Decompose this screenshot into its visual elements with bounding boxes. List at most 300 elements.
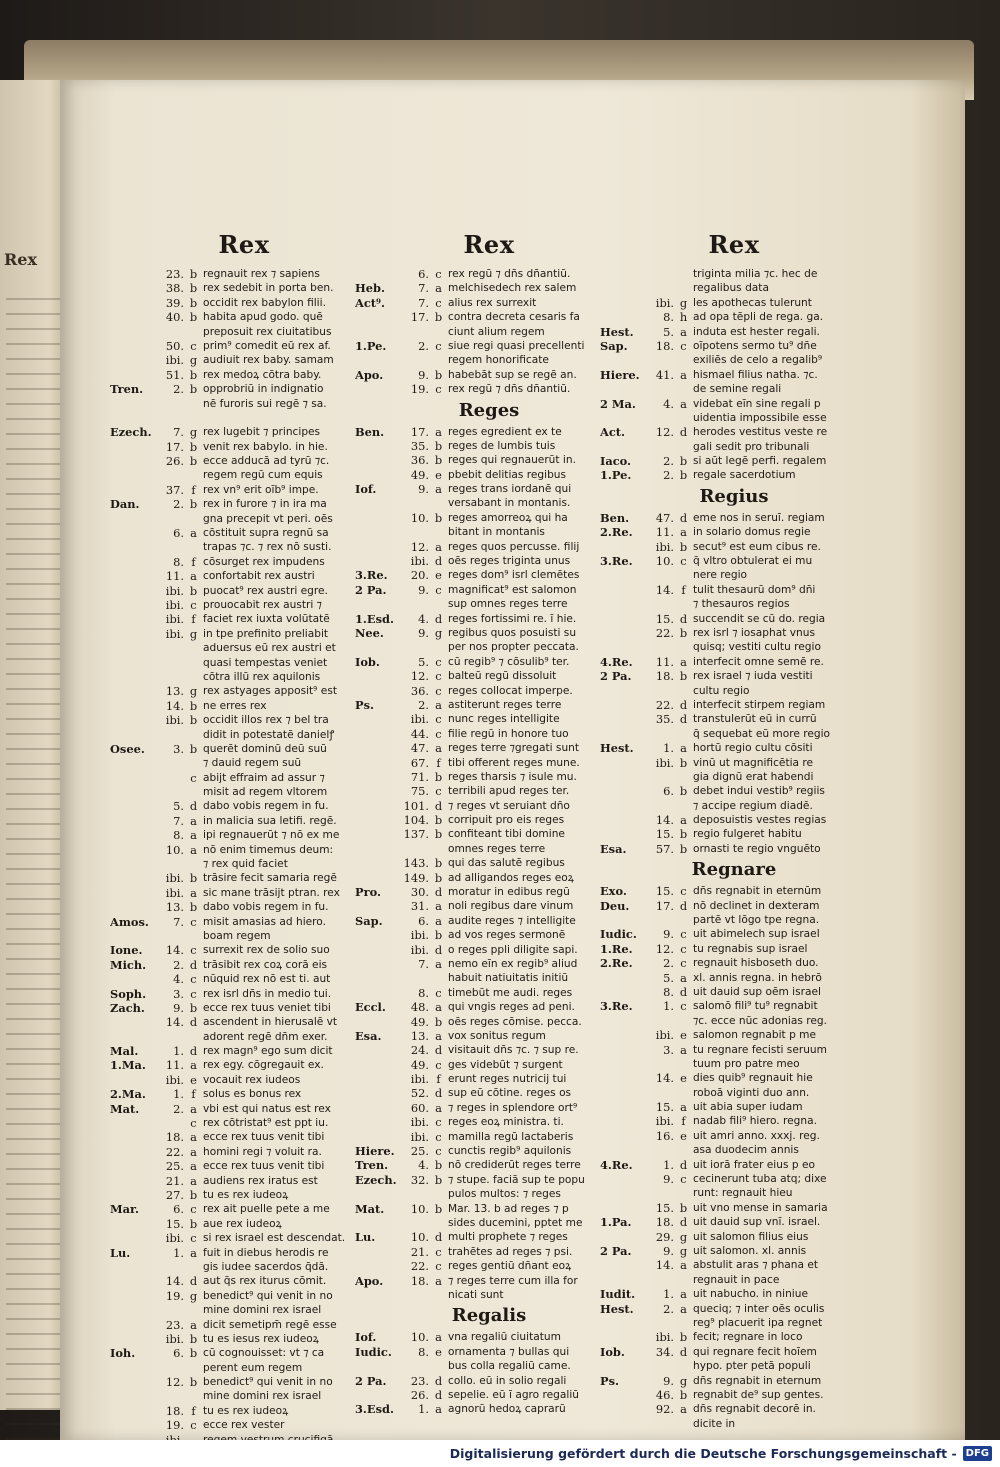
entry-text: nō enim timemus deum: (203, 843, 334, 856)
book-reference (600, 1230, 646, 1244)
entry-text: regalibus data (693, 282, 769, 295)
index-column-3 (600, 230, 868, 1431)
entry-text: queciq; ⁊ inter oēs oculis (693, 1302, 825, 1315)
entry-text: venit rex babylo. in hie. (203, 440, 328, 453)
section-letter: b (679, 784, 688, 799)
chapter-number: 2. (173, 497, 184, 512)
entry-text: alius rex surrexit (448, 296, 537, 309)
chapter-number: 3. (663, 1042, 674, 1057)
book-reference (355, 770, 401, 784)
index-entry (110, 353, 378, 367)
entry-text: si aūt legē perfi. regalem (693, 455, 827, 468)
entry-text: ad opa tēpli de rega. ga. (693, 311, 824, 324)
chapter-number: 12. (655, 941, 674, 956)
index-entry (600, 1172, 868, 1186)
section-letter: d (434, 885, 443, 900)
entry-text: prim⁹ comedit eū rex af. (203, 339, 331, 352)
section-letter: a (435, 899, 442, 914)
section-letter: b (679, 468, 688, 483)
section-letter: b (679, 669, 688, 684)
book-reference (600, 1129, 646, 1143)
index-entry (600, 640, 868, 654)
book-reference: Ezech. (110, 425, 152, 440)
entry-text: habita apud godo. quē (203, 311, 323, 324)
entry-text: dn̄s regnabit in eternūm (693, 885, 822, 898)
index-entry (355, 296, 623, 310)
book-reference (600, 784, 646, 798)
book-reference (110, 900, 156, 914)
index-entry (355, 382, 623, 396)
book-reference (110, 771, 156, 785)
chapter-number: 10. (165, 842, 184, 857)
chapter-number: ibi. (165, 1331, 184, 1346)
entry-text: agnorū hedoꝝ caprarū (448, 1403, 566, 1416)
section-letter (187, 656, 200, 670)
chapter-number: 27. (165, 1188, 184, 1202)
section-letter (677, 684, 690, 698)
book-reference (600, 281, 646, 295)
index-entry (355, 1101, 623, 1115)
book-reference (110, 1015, 156, 1029)
entry-text: omnes reges terre (448, 842, 546, 855)
index-entry (600, 1215, 868, 1229)
book-reference: 2.Re. (600, 525, 633, 540)
section-letter: f (191, 612, 196, 627)
entry-text: xl. annis regna. in hebrō (693, 971, 822, 984)
entry-text: oēs reges triginta unus (448, 555, 571, 568)
section-letter: h (679, 310, 688, 325)
index-entry (600, 525, 868, 539)
section-letter: a (435, 697, 442, 712)
entry-text: in malicia sua letifi. regē. (203, 814, 337, 827)
book-reference (600, 1143, 646, 1157)
book-reference (600, 913, 646, 927)
section-letter: b (189, 454, 198, 469)
index-entry (355, 1216, 623, 1230)
book-reference (600, 770, 646, 784)
chapter-number: 25. (410, 1144, 429, 1159)
section-heading: Regalis (451, 1305, 527, 1327)
section-letter: b (189, 1000, 198, 1015)
section-letter: d (679, 1157, 688, 1172)
entry-text: confiteant tibi domine (448, 828, 565, 841)
section-letter: b (679, 625, 688, 640)
chapter-number: ibi. (410, 712, 429, 727)
chapter-number: 8. (663, 984, 674, 999)
entry-text: reges de lumbis tuis (448, 439, 556, 452)
book-reference (110, 440, 156, 454)
index-entry (600, 669, 868, 683)
chapter-number: 1. (663, 741, 674, 756)
section-letter: e (680, 1028, 687, 1043)
entry-text: versabant in montanis. (448, 497, 571, 510)
index-entry (600, 310, 868, 324)
book-reference: Iof. (355, 482, 377, 497)
entry-text: benedict⁹ qui venit in no (203, 1289, 333, 1302)
section-letter (677, 440, 690, 454)
section-letter: d (434, 942, 443, 957)
book-reference (110, 1274, 156, 1288)
book-reference: Mat. (110, 1101, 140, 1116)
chapter-number (646, 1086, 677, 1100)
entry-text: dn̄s regnabit decorē in. (693, 1403, 816, 1416)
chapter-number: 7. (173, 425, 184, 440)
index-entry (110, 828, 378, 842)
index-entry (355, 1402, 623, 1416)
book-reference (355, 382, 401, 396)
book-reference: Hiere. (600, 367, 640, 382)
previous-page-header: Rex (4, 250, 38, 269)
entry-text: induta est hester regali. (693, 325, 820, 338)
chapter-number (156, 857, 187, 871)
book-reference: Sap. (600, 338, 628, 353)
index-entry (600, 1201, 868, 1215)
book-reference (110, 512, 156, 526)
section-letter: a (680, 1301, 687, 1316)
chapter-number (646, 1273, 677, 1287)
book-reference: 3.Re. (600, 999, 633, 1014)
section-letter: a (435, 539, 442, 554)
index-entry (355, 525, 623, 539)
chapter-number: 50. (165, 338, 184, 353)
section-letter (187, 1361, 200, 1375)
section-letter: b (189, 281, 198, 296)
entry-text: prouocabit rex austri ⁊ (203, 598, 322, 611)
book-reference (355, 267, 401, 281)
chapter-number: 44. (410, 726, 429, 741)
entry-text: rex ait puelle pete a me (203, 1203, 330, 1216)
section-letter: c (190, 1202, 197, 1217)
section-letter: b (679, 1200, 688, 1215)
index-entry (355, 799, 623, 813)
chapter-number (646, 770, 677, 784)
section-letter: a (680, 1042, 687, 1057)
entry-text: ad alligandos reges eoꝝ (448, 871, 574, 884)
section-letter: b (434, 367, 443, 382)
entry-text: reges dom⁹ isrl clemētes (448, 569, 580, 582)
book-reference (600, 411, 646, 425)
chapter-number (156, 512, 187, 526)
entry-text: regnauit rex ⁊ sapiens (203, 268, 320, 280)
book-reference (110, 1188, 156, 1202)
entry-text: qui regnare fecit hoīem (693, 1345, 817, 1358)
index-entry (600, 1057, 868, 1071)
book-reference: Iudic. (600, 927, 637, 942)
index-entry (110, 1404, 378, 1418)
book-reference: Iudit. (600, 1287, 636, 1302)
book-reference: Iudic. (355, 1344, 392, 1359)
book-reference (600, 1114, 646, 1128)
book-reference (600, 1402, 646, 1416)
section-letter: a (680, 525, 687, 540)
section-letter (187, 1030, 200, 1044)
book-reference (355, 899, 401, 913)
chapter-number: 7. (173, 813, 184, 828)
entry-text: rex vn⁹ erit oīb⁹ impe. (203, 483, 319, 496)
footer-bar (0, 1440, 1000, 1467)
entry-text: nē furoris sui regē ⁊ sa. (203, 397, 327, 410)
chapter-number: 92. (655, 1402, 674, 1417)
index-entry (355, 1202, 623, 1216)
chapter-number (156, 1030, 187, 1044)
book-reference (110, 1231, 156, 1245)
section-letter: d (679, 898, 688, 913)
index-entry (355, 339, 623, 353)
chapter-number: ibi. (165, 1072, 184, 1087)
section-letter: c (435, 382, 442, 397)
chapter-number: 71. (410, 769, 429, 784)
book-reference (355, 712, 401, 726)
book-reference (355, 957, 401, 971)
entry-text: interfecit stirpem regiam (693, 698, 826, 711)
section-letter: f (681, 582, 686, 597)
section-letter: b (189, 1216, 198, 1231)
book-reference (600, 698, 646, 712)
entry-text: audiuit rex baby. samam (203, 354, 334, 367)
chapter-number: 6. (418, 267, 429, 281)
entry-text: deposuistis vestes regias (693, 814, 827, 827)
section-letter: a (435, 913, 442, 928)
chapter-number (401, 1359, 432, 1373)
book-reference (110, 886, 156, 900)
chapter-number: 15. (655, 611, 674, 626)
book-reference: 3.Esd. (355, 1402, 394, 1417)
book-reference (355, 1187, 401, 1201)
chapter-number: 14. (655, 582, 674, 597)
index-entry (110, 1044, 378, 1058)
chapter-number: 13. (165, 900, 184, 915)
index-entry (355, 842, 623, 856)
index-entry (600, 281, 868, 295)
entry-text: cultu regio (693, 684, 750, 697)
section-letter: a (680, 970, 687, 985)
entry-text: partē vt lōgo tpe regna. (693, 914, 820, 927)
index-entry (110, 1303, 378, 1317)
index-entry (355, 1015, 623, 1029)
section-letter: b (189, 295, 198, 310)
chapter-number: 1. (173, 1044, 184, 1059)
chapter-number: 19. (410, 382, 429, 397)
section-letter: c (435, 669, 442, 684)
book-reference (110, 641, 156, 655)
book-reference (355, 871, 401, 885)
entry-text: nicati sunt (448, 1288, 504, 1301)
entry-text: salomō fili⁹ tu⁹ regnabit (693, 1000, 818, 1013)
entry-text: in tpe prefinito preliabit (203, 627, 329, 640)
section-letter: f (191, 554, 196, 569)
chapter-number: 21. (410, 1244, 429, 1259)
entry-text: cū cognouisset: vt ⁊ ca (203, 1347, 325, 1360)
index-entry (355, 1230, 623, 1244)
entry-text (200, 411, 378, 425)
book-reference (110, 1073, 156, 1087)
book-reference (355, 1101, 401, 1115)
section-letter: b (434, 453, 443, 468)
section-letter: e (435, 1344, 442, 1359)
section-letter (677, 1086, 690, 1100)
section-letter: a (190, 1130, 197, 1145)
section-letter: d (434, 1387, 443, 1402)
chapter-number: 12. (655, 425, 674, 440)
section-letter (677, 1014, 690, 1028)
chapter-number: 14. (655, 1258, 674, 1273)
section-letter: c (680, 338, 687, 353)
chapter-number (646, 568, 677, 582)
section-letter: d (189, 1044, 198, 1059)
index-entry (355, 1288, 623, 1302)
book-reference (355, 325, 401, 339)
chapter-number (156, 1303, 187, 1317)
index-entry (600, 1043, 868, 1057)
book-reference (355, 468, 401, 482)
entry-text: ecce rex tuus veniet tibi (203, 1001, 331, 1014)
index-entry (355, 684, 623, 698)
chapter-number: 31. (410, 899, 429, 914)
chapter-number: 9. (663, 927, 674, 942)
index-entry (355, 540, 623, 554)
entry-text: solus es bonus rex (203, 1088, 302, 1101)
chapter-number: ibi. (165, 871, 184, 886)
section-letter: c (435, 683, 442, 698)
entry-text: collo. eū in solio regali (448, 1374, 567, 1387)
entry-text: melchisedech rex salem (448, 282, 577, 295)
book-reference (110, 1303, 156, 1317)
entry-text: faciet rex iuxta volūtatē (203, 613, 330, 626)
chapter-number: 57. (655, 841, 674, 856)
section-letter: c (190, 943, 197, 958)
entry-text: hortū regio cultu cōsiti (693, 742, 813, 755)
entry-text: hypo. pter petā populi (693, 1360, 811, 1373)
index-entry (600, 568, 868, 582)
book-reference: 3.Re. (600, 554, 633, 569)
book-reference (600, 353, 646, 367)
book-reference (600, 1258, 646, 1272)
section-letter: d (189, 1015, 198, 1030)
section-letter: b (189, 439, 198, 454)
index-entry (110, 425, 378, 439)
chapter-number: 11. (655, 654, 674, 669)
chapter-number: 15. (165, 1216, 184, 1231)
book-reference (600, 1014, 646, 1028)
book-reference: Iob. (600, 1344, 625, 1359)
entry-text: didit in potestatē danielꝭ (203, 728, 335, 741)
entry-text: regnabit de⁹ sup gentes. (693, 1388, 824, 1401)
book-reference (110, 627, 156, 641)
chapter-number (156, 468, 187, 482)
book-reference (110, 310, 156, 324)
chapter-number: 17. (410, 310, 429, 325)
chapter-number: 2. (173, 1101, 184, 1116)
section-letter: c (435, 726, 442, 741)
index-entry (110, 339, 378, 353)
chapter-number: 2. (173, 957, 184, 972)
index-entry (355, 267, 623, 281)
section-letter: b (679, 454, 688, 469)
chapter-number: 25. (165, 1159, 184, 1174)
chapter-number: 14. (165, 1274, 184, 1289)
index-entry (355, 482, 623, 496)
chapter-number: 18. (655, 669, 674, 684)
chapter-number (646, 684, 677, 698)
book-reference (110, 843, 156, 857)
chapter-number (646, 727, 677, 741)
index-entry (355, 741, 623, 755)
chapter-number: 17. (655, 898, 674, 913)
entry-text: contra decreta cesaris fa (448, 311, 580, 324)
chapter-number: 1. (173, 1087, 184, 1102)
book-reference: 2.Ma. (110, 1087, 146, 1102)
index-entry (110, 684, 378, 698)
entry-text: uit amri anno. xxxj. reg. (693, 1129, 820, 1142)
index-entry (355, 453, 623, 467)
book-reference (600, 612, 646, 626)
chapter-number: 1. (663, 999, 674, 1014)
book-reference: Mal. (110, 1044, 139, 1059)
column-rows (110, 267, 378, 1461)
book-reference: Apo. (355, 367, 384, 382)
chapter-number (646, 1014, 677, 1028)
section-letter: b (679, 1330, 688, 1345)
section-letter: a (435, 1000, 442, 1015)
index-entry (110, 943, 378, 957)
entry-text: puocat⁹ rex austri egre. (203, 584, 328, 597)
book-reference (600, 310, 646, 324)
index-entry (110, 756, 378, 770)
section-letter (187, 468, 200, 482)
index-entry (355, 856, 623, 870)
index-entry (110, 799, 378, 813)
entry-text: tulit thesaurū dom⁹ dn̄i (693, 583, 816, 596)
book-reference (355, 310, 401, 324)
section-letter: b (434, 928, 443, 943)
book-reference: Tren. (110, 382, 144, 397)
entry-text: ⁊ thesauros regios (693, 598, 790, 611)
index-entry (110, 1389, 378, 1403)
chapter-number: 9. (418, 582, 429, 597)
section-letter (432, 496, 445, 510)
entry-text: sup eū cōtine. reges os (448, 1087, 572, 1100)
book-reference (110, 267, 156, 281)
section-letter: g (189, 626, 198, 641)
index-entry (110, 454, 378, 468)
index-entry (110, 958, 378, 972)
column-head: Rex (218, 230, 270, 259)
entry-text: ⁊ dauid regem suū (203, 757, 302, 770)
section-letter: e (680, 1071, 687, 1086)
entry-text: mine domini rex israel (203, 1304, 322, 1317)
entry-text: reges eoꝝ ministra. ti. (448, 1116, 564, 1129)
section-letter (432, 325, 445, 339)
section-letter: d (434, 1230, 443, 1245)
index-entry (600, 368, 868, 382)
entry-text: benedict⁹ qui venit in no (203, 1376, 333, 1389)
entry-text: ⁊ reges vt seruiant dn̄o (448, 799, 570, 812)
entry-text: misit amasias ad hiero. (203, 915, 326, 928)
entry-text: reges terre ⁊gregati sunt (448, 742, 580, 755)
chapter-number: 6. (663, 784, 674, 799)
index-entry (600, 440, 868, 454)
entry-text: vocauit rex iudeos (203, 1073, 301, 1086)
index-entry (355, 899, 623, 913)
book-reference: Ione. (110, 943, 143, 958)
section-letter: d (434, 1373, 443, 1388)
book-reference (600, 813, 646, 827)
chapter-number: ibi. (410, 928, 429, 943)
book-reference (600, 1172, 646, 1186)
index-entry (110, 1217, 378, 1231)
entry-text: cū regib⁹ ⁊ cōsulib⁹ ter. (448, 655, 570, 668)
chapter-number (156, 785, 187, 799)
